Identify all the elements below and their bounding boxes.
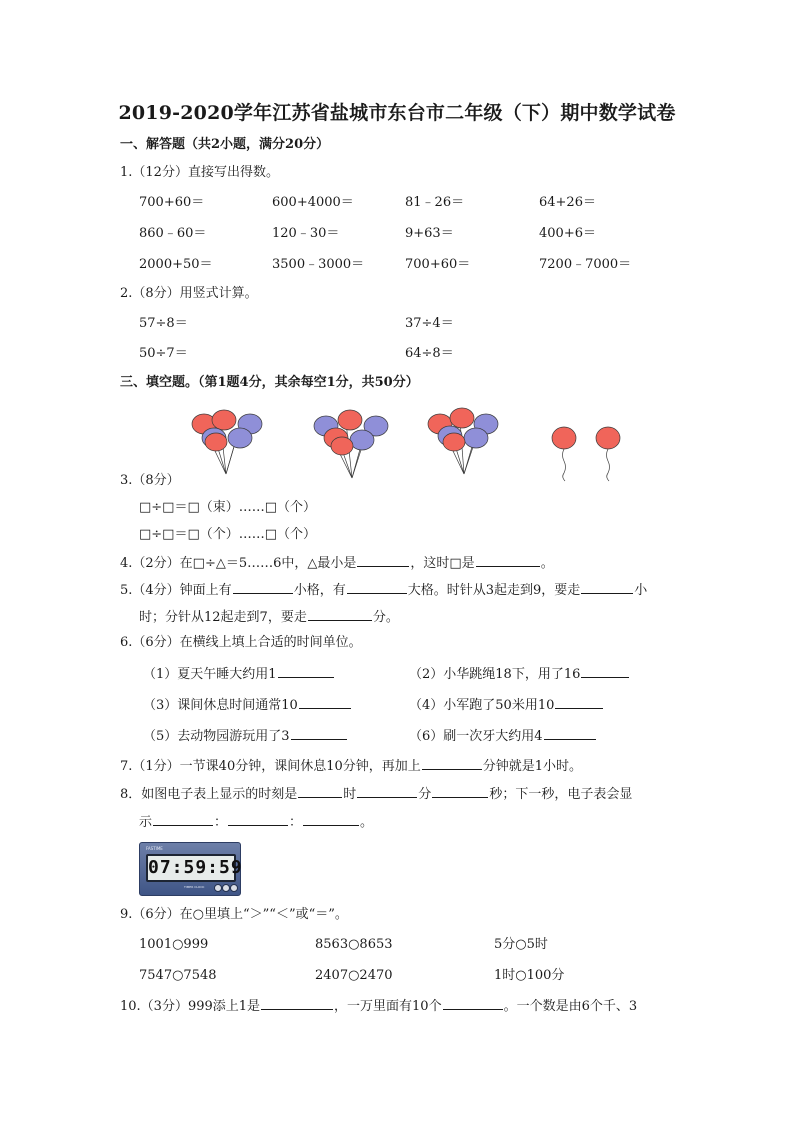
clock-display: 07:59:59	[146, 854, 236, 882]
q6-blank-5[interactable]	[291, 726, 347, 740]
q6-item-3	[143, 695, 352, 715]
balloon-bunch-3	[428, 408, 498, 474]
q6-item-5	[143, 726, 348, 746]
q6-item-1-text: （1）夏天午睡大约用1	[143, 667, 277, 682]
q5-blank-1[interactable]	[233, 580, 293, 594]
q9-label: 9.（6分）在○里填上“＞”“＜”或“＝”。	[120, 907, 348, 922]
q4-blank-1[interactable]	[357, 553, 409, 567]
q6-item-2-text: （2）小华跳绳18下，用了16	[409, 667, 581, 682]
section-1-heading: 一、解答题（共2小题，满分20分）	[120, 137, 330, 152]
q2-r2-c1: 50÷7＝	[139, 346, 188, 361]
q5-text-line-2	[139, 607, 399, 627]
q6-blank-4[interactable]	[555, 695, 603, 709]
q6-item-4-text: （4）小军跑了50米用10	[409, 698, 555, 713]
q8-end: 。	[360, 815, 374, 830]
q4-part-a: 4.（2分）在□÷△＝5……6中，△最小是	[120, 556, 357, 571]
q3-line-1: □÷□＝□（束）……□（个）	[139, 500, 317, 515]
balloon-bunch-2	[314, 410, 388, 478]
q3-label: 3.（8分）	[120, 473, 180, 488]
q2-r2-c2: 64÷8＝	[405, 346, 454, 361]
q4-text	[120, 553, 554, 573]
balloon-bunch-1	[192, 410, 262, 474]
q5-text-line-1	[120, 580, 647, 600]
q7-text	[120, 756, 582, 776]
q8-colon-2: ：	[289, 815, 303, 830]
digital-clock	[139, 842, 241, 896]
clock-buttons	[198, 883, 236, 892]
page-title: 2019-2020学年江苏省盐城市东台市二年级（下）期中数学试卷	[118, 102, 676, 124]
q8-blank-minute[interactable]	[357, 784, 417, 798]
q1-r1-c2: 600+4000＝	[272, 195, 354, 210]
q7-part-b: 分钟就是1小时。	[482, 759, 583, 774]
q8-blank-next-minute[interactable]	[228, 812, 288, 826]
q3-line-2: □÷□＝□（个）……□（个）	[139, 527, 317, 542]
q10-part-b: ，一万里面有10个	[334, 999, 442, 1014]
q8-part-b: 时	[343, 787, 357, 802]
q6-item-5-text: （5）去动物园游玩用了3	[143, 729, 290, 744]
q8-part-d: 秒；下一秒，电子表会显	[489, 787, 633, 802]
q5-part-b: 小格，有	[293, 583, 346, 598]
q9-r1-c2: 8563○8653	[315, 937, 393, 952]
q4-blank-2[interactable]	[476, 553, 540, 567]
q6-blank-2[interactable]	[581, 664, 629, 678]
q5-blank-3[interactable]	[581, 580, 633, 594]
q9-r2-c3: 1时○100分	[494, 968, 565, 983]
q1-r1-c3: 81﹣26＝	[405, 195, 465, 210]
q5-part-e: 时；分针从12起走到7，要走	[139, 610, 307, 625]
q10-text	[120, 996, 637, 1016]
q6-blank-6[interactable]	[544, 726, 596, 740]
q4-part-b: ，这时□是	[410, 556, 475, 571]
q10-part-a: 10.（3分）999添上1是	[120, 999, 261, 1014]
q5-part-c: 大格。时针从3起走到9，要走	[407, 583, 581, 598]
q6-item-6-text: （6）刷一次牙大约用4	[409, 729, 543, 744]
q6-blank-1[interactable]	[278, 664, 334, 678]
clock-button-icon	[222, 884, 230, 892]
q1-label: 1.（12分）直接写出得数。	[120, 165, 279, 180]
q6-item-4	[409, 695, 604, 715]
q9-r2-c2: 2407○2470	[315, 968, 393, 983]
clock-brand: FASTIME	[146, 846, 163, 851]
section-3-heading: 三、填空题。（第1题4分，其余每空1分，共50分）	[120, 375, 419, 390]
q9-r2-c1: 7547○7548	[139, 968, 217, 983]
q2-label: 2.（8分）用竖式计算。	[120, 286, 258, 301]
q5-blank-2[interactable]	[347, 580, 407, 594]
q1-r2-c1: 860﹣60＝	[139, 226, 207, 241]
q1-r3-c3: 700+60＝	[405, 257, 471, 272]
q1-r3-c4: 7200﹣7000＝	[539, 257, 632, 272]
q5-blank-4[interactable]	[308, 607, 372, 621]
q9-r1-c1: 1001○999	[139, 937, 209, 952]
q10-blank-2[interactable]	[443, 996, 503, 1010]
q1-r2-c3: 9+63＝	[405, 226, 454, 241]
q5-part-f: 分。	[372, 610, 399, 625]
single-balloon-2	[596, 427, 620, 481]
q2-r1-c1: 57÷8＝	[139, 316, 188, 331]
q1-r3-c1: 2000+50＝	[139, 257, 213, 272]
q6-blank-3[interactable]	[299, 695, 351, 709]
clock-button-icon	[230, 884, 238, 892]
q8-blank-next-second[interactable]	[303, 812, 359, 826]
q4-part-c: 。	[540, 556, 554, 571]
q2-r1-c2: 37÷4＝	[405, 316, 454, 331]
balloons-illustration	[180, 406, 640, 488]
q6-label: 6.（6分）在横线上填上合适的时间单位。	[120, 635, 362, 650]
q8-blank-second[interactable]	[432, 784, 488, 798]
q8-part-c: 分	[418, 787, 432, 802]
q6-item-3-text: （3）课间休息时间通常10	[143, 698, 298, 713]
q9-r1-c3: 5分○5时	[494, 937, 548, 952]
q8-part-a: 8．如图电子表上显示的时刻是	[120, 787, 298, 802]
q8-colon-1: ：	[214, 815, 228, 830]
q8-part-e: 示	[139, 815, 153, 830]
q5-part-d: 小	[634, 583, 648, 598]
q1-r3-c2: 3500﹣3000＝	[272, 257, 365, 272]
q8-text-line-2	[139, 812, 373, 832]
q6-item-1	[143, 664, 335, 684]
q6-item-6	[409, 726, 597, 746]
q8-text-line-1	[120, 784, 632, 804]
q10-blank-1[interactable]	[261, 996, 333, 1010]
q1-r1-c4: 64+26＝	[539, 195, 596, 210]
q6-item-2	[409, 664, 630, 684]
q10-part-c: 。一个数是由6个千、3	[503, 999, 638, 1014]
q1-r2-c4: 400+6＝	[539, 226, 596, 241]
q5-part-a: 5.（4分）钟面上有	[120, 583, 232, 598]
q8-blank-next-hour[interactable]	[153, 812, 213, 826]
clock-label: TIMER CLOCK	[184, 885, 205, 889]
q7-blank-1[interactable]	[422, 756, 482, 770]
q8-blank-hour[interactable]	[298, 784, 342, 798]
q1-r2-c2: 120﹣30＝	[272, 226, 340, 241]
single-balloon-1	[552, 427, 576, 481]
q7-part-a: 7.（1分）一节课40分钟，课间休息10分钟，再加上	[120, 759, 421, 774]
clock-button-icon	[214, 884, 222, 892]
q1-r1-c1: 700+60＝	[139, 195, 205, 210]
